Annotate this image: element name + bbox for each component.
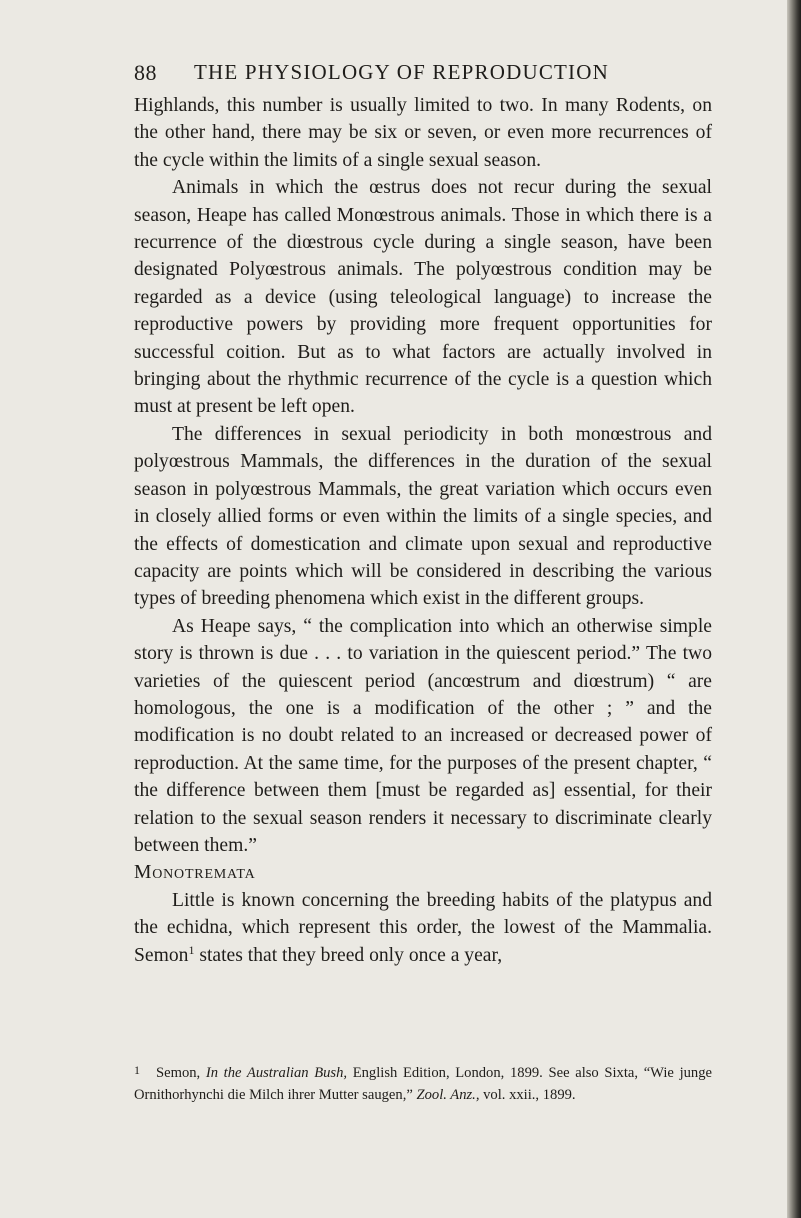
section-heading: Monotremata [134,862,256,884]
paragraph-2: Animals in which the œstrus does not recur during the sexual season, Heape has called Monœstrous animals. Those in which there is a recurrence of the diœstrous cycle during a single season, have been designated Polyœstrous animals. The polyœstrous condition may be regarded as a device (using teleological language) to increase the reproductive powers by providing more frequent opportunities for successful coition. But as to what factors are actually involved in bringing about the rhythmic recurrence of the cycle is a question which must at present be left open. [134,177,712,418]
page-number: 88 [134,60,157,85]
footnote-mark: 1 [134,1063,140,1077]
footnote-author: Semon, [156,1065,201,1081]
footnote [134,1060,712,1106]
section-text-continued: states that they breed only once a year, [194,944,503,966]
footnote-rest: English Edition, London, 1899. See also Sixta, “Wie junge Ornithorhynchi die Milch ihrer Mutter saugen,” [134,1065,712,1103]
section-text: Little is known concerning the breeding habits of the platypus and the echidna, which represent this order, the lowest of the Mammalia. Semon [134,889,712,966]
footnote-reference: 1 [188,942,195,957]
running-head [134,60,694,94]
footnote-journal: Zool. Anz., [416,1086,480,1103]
paragraph-4: As Heape says, “ the complication into which an otherwise simple story is thrown is due . . . to variation in the quiescent period.” The two varieties of the quiescent period (ancœstrum and diœstrum) “ are homologous, the one is a modification of the other ; ” and the modification is no doubt related to an increased or decreased power of reproduction. At the same time, for the purposes of the present chapter, “ the difference between them [must be regarded as] essential, for their relation to the sexual season renders it necessary to discriminate clearly between them.” [134,615,712,856]
footnote-book-title: In the Australian Bush, [205,1065,348,1081]
paragraph-1: Highlands, this number is usually limited to two. In many Rodents, on the other hand, there may be six or seven, or even more recurrences of the cycle within the limits of a single sexual season. [134,95,712,171]
body-text [134,92,712,969]
section-paragraph [134,887,712,969]
footnote-volume: vol. xxii., 1899. [479,1086,576,1103]
page-edge-shadow [787,0,801,1218]
paragraph-3: The differences in sexual periodicity in both monœstrous and polyœstrous Mammals, the differences in the duration of the sexual season in polyœstrous Mammals, the great variation which occurs even in closely allied forms or even within the limits of a single species, and the effects of domestication and climate upon sexual and reproductive capacity are points which will be considered in describing the various types of breeding phenomena which exist in the different groups. [134,423,712,610]
running-head-title: THE PHYSIOLOGY OF REPRODUCTION [194,60,609,84]
